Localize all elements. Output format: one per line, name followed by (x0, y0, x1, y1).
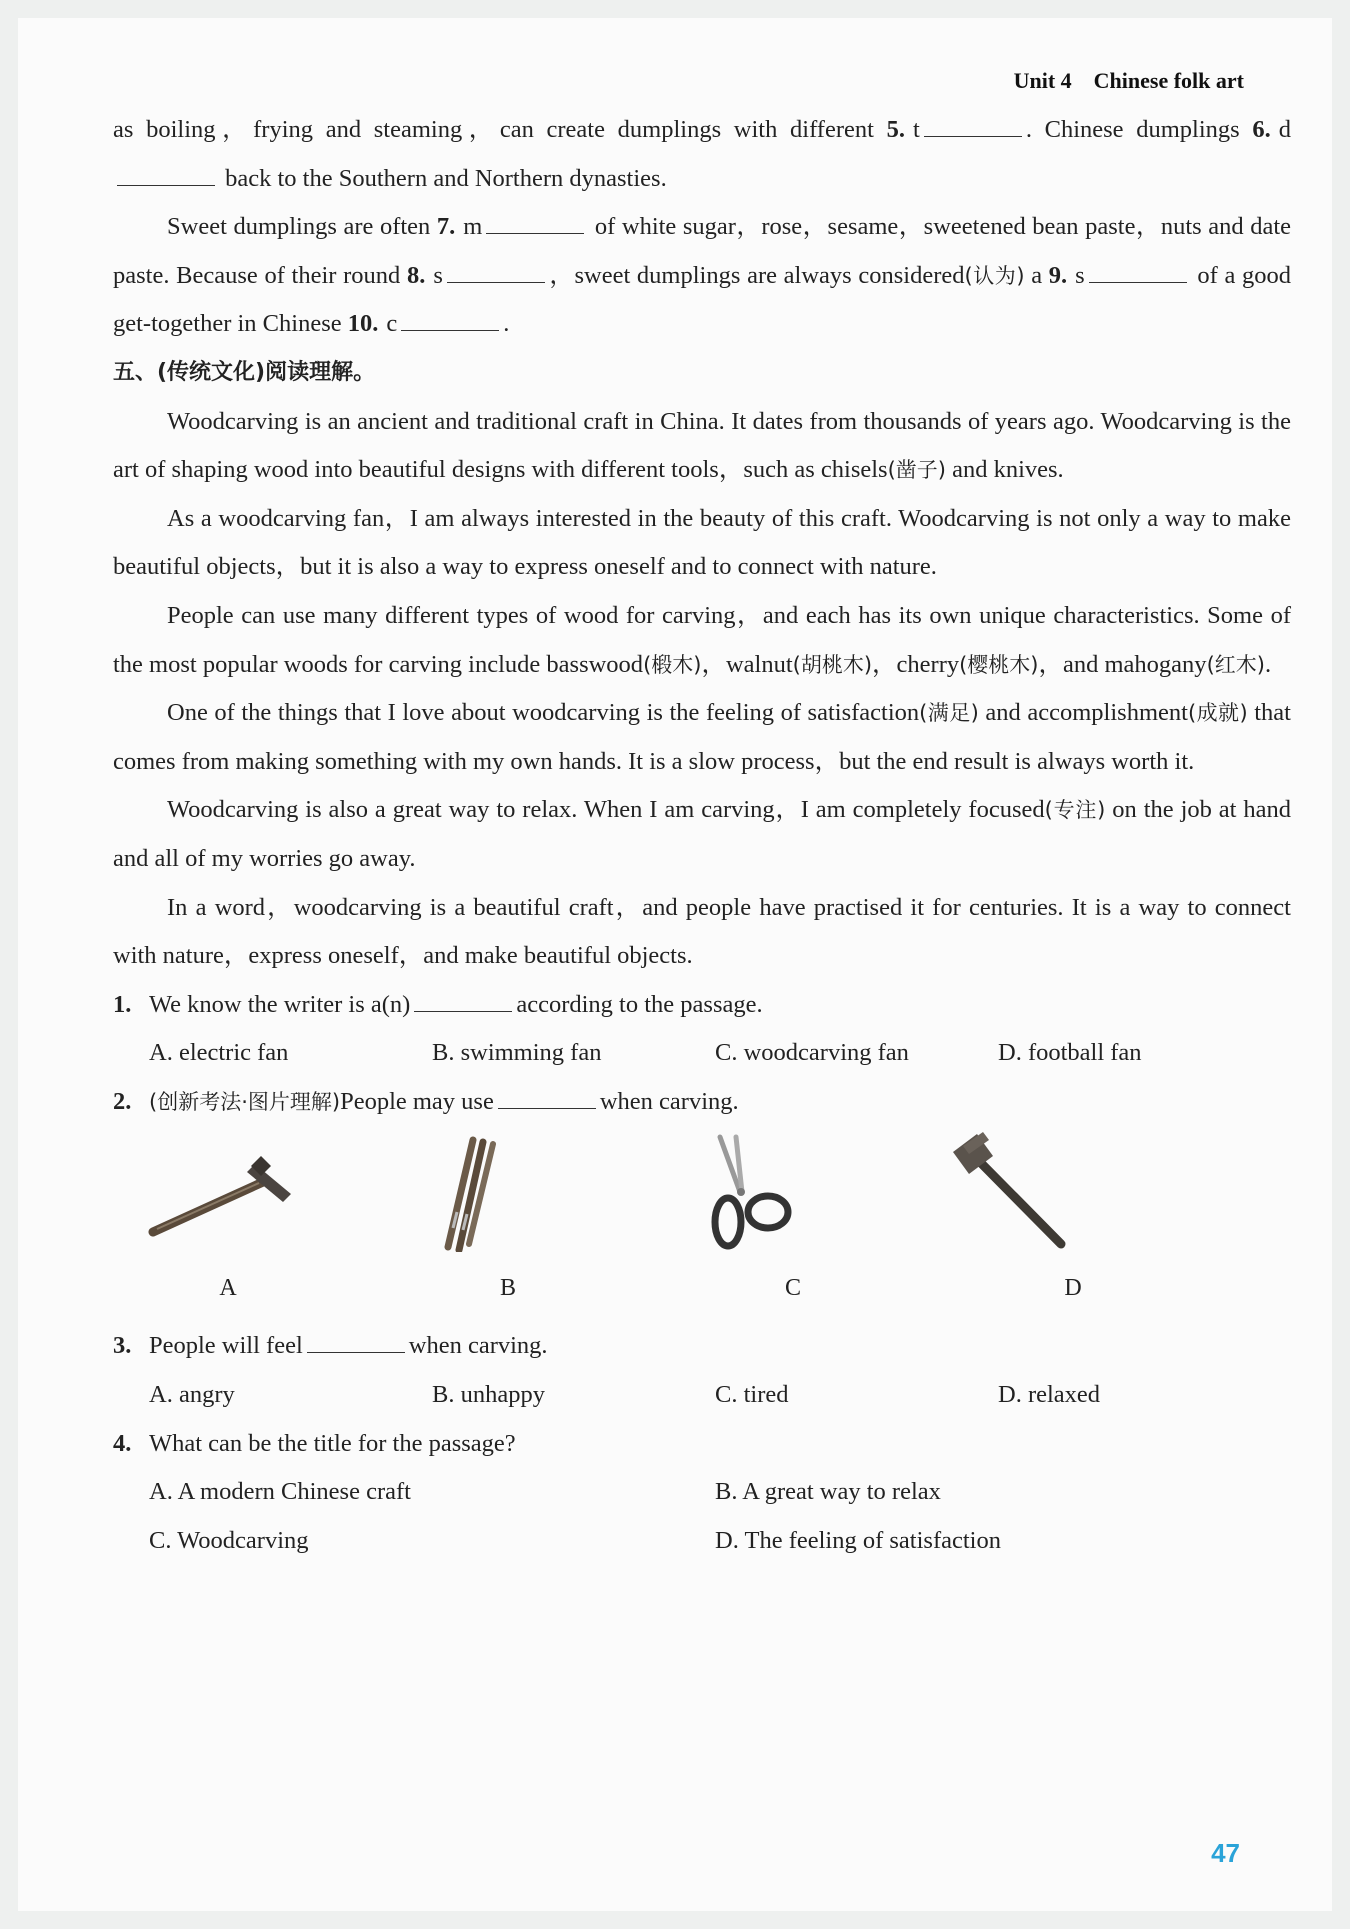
question-text: We know the writer is a(n) (149, 990, 411, 1018)
header-unit: Unit 4 (1013, 68, 1072, 93)
blank-9[interactable] (1089, 260, 1187, 283)
blank-number-9: 9. (1048, 261, 1068, 289)
question-1 (113, 981, 1291, 1030)
answer-blank[interactable] (498, 1086, 596, 1109)
chinese-gloss: (胡桃木) (792, 652, 873, 677)
page-content (113, 106, 1291, 1565)
question-2-pictures (113, 1132, 1291, 1322)
hammer-image[interactable] (143, 1132, 313, 1252)
option-b[interactable]: B. swimming fan (432, 1039, 602, 1067)
chinese-gloss: (红木) (1206, 652, 1265, 677)
workbook-page (18, 18, 1332, 1911)
blank-letter-5: t (913, 116, 920, 143)
header-title: Chinese folk art (1093, 68, 1244, 93)
question-text: when carving. (599, 1087, 739, 1115)
option-c[interactable]: C. woodcarving fan (715, 1039, 909, 1067)
question-text: What can be the title for the passage? (149, 1429, 516, 1457)
chinese-gloss: (凿子) (887, 458, 946, 483)
question-1-options (113, 1029, 1291, 1078)
question-number: 3. (113, 1332, 132, 1360)
page-header (1014, 68, 1244, 94)
picture-label-c: C (784, 1275, 801, 1302)
cloze-paragraph-1 (113, 106, 1291, 203)
chinese-gloss: (成就) (1187, 701, 1248, 726)
blank-number-5: 5. (886, 116, 905, 143)
blank-number-7: 7. (436, 213, 456, 241)
answer-blank[interactable] (307, 1330, 405, 1353)
passage-text: Woodcarving is an ancient and traditional craft in China. It dates from thousands of years ago. Woodcarving is the art of shaping wood into beautiful designs with different tools，such as chisels (113, 407, 1291, 484)
blank-8[interactable] (447, 260, 545, 283)
blank-number-8: 8. (406, 261, 426, 289)
cloze-text: of a good get-together in Chinese (113, 261, 1292, 338)
cloze-text: . Chinese dumplings (1025, 116, 1240, 143)
sledgehammer-image[interactable] (933, 1132, 1103, 1252)
page-number: 47 (1211, 1838, 1240, 1868)
passage-paragraph-3 (113, 592, 1291, 689)
cloze-text: as boiling，frying and steaming，can create dumplings with different (113, 116, 874, 143)
option-d[interactable]: D. The feeling of satisfaction (715, 1526, 1001, 1554)
passage-text: People can use many different types of wood for carving，and each has its own unique characteristics. Some of the most popular woods for carving include basswood (113, 601, 1291, 678)
passage-paragraph-1 (113, 398, 1291, 495)
blank-letter-8: s (433, 261, 443, 289)
option-d[interactable]: D. football fan (998, 1039, 1142, 1067)
passage-text: ，and mahogany (1038, 650, 1207, 678)
question-4 (113, 1420, 1291, 1469)
blank-7[interactable] (486, 211, 584, 234)
question-2 (113, 1078, 1291, 1127)
question-text: People may use (340, 1087, 494, 1115)
section-title: 五、(传统文化)阅读理解。 (113, 359, 376, 385)
passage-text: ，walnut (701, 650, 793, 678)
chisels-image[interactable] (373, 1132, 543, 1252)
option-a[interactable]: A. electric fan (149, 1039, 289, 1067)
passage-text: ，cherry (872, 650, 960, 678)
picture-label-d: D (1064, 1275, 1082, 1302)
chinese-gloss: (樱桃木) (959, 652, 1039, 677)
passage-text: and knives. (945, 456, 1064, 484)
option-c[interactable]: C. Woodcarving (149, 1526, 309, 1554)
question-3-options (113, 1371, 1291, 1420)
cloze-text: Sweet dumplings are often (167, 213, 431, 241)
passage-paragraph-4 (113, 689, 1291, 786)
passage-text: . (1264, 650, 1272, 678)
question-text: People will feel (149, 1332, 303, 1360)
chinese-gloss: (椴木) (643, 652, 702, 677)
cloze-text: ，sweet dumplings are always considered (548, 261, 965, 289)
question-tag: (创新考法·图片理解) (149, 1089, 341, 1114)
option-b[interactable]: B. A great way to relax (715, 1478, 941, 1506)
blank-number-10: 10. (347, 310, 379, 338)
passage-text: and accomplishment (978, 699, 1188, 727)
blank-letter-6: d (1278, 116, 1292, 143)
passage-text: Woodcarving is also a great way to relax. When I am carving，I am completely focused (167, 796, 1045, 824)
picture-label-b: B (499, 1275, 516, 1302)
blank-number-6: 6. (1252, 116, 1271, 143)
option-a[interactable]: A. A modern Chinese craft (149, 1478, 411, 1506)
passage-paragraph-2: As a woodcarving fan，I am always interested in the beauty of this craft. Woodcarving is not only a way to make beautiful objects，but it is also a way to express oneself and to connect with nature. (113, 504, 1291, 581)
cloze-paragraph-2 (113, 203, 1291, 349)
cloze-text: back to the Southern and Northern dynasties. (225, 164, 667, 192)
cloze-text: . (503, 310, 510, 338)
question-number: 2. (113, 1087, 132, 1115)
question-4-options (113, 1468, 1291, 1565)
blank-6[interactable] (117, 163, 215, 186)
blank-letter-7: m (463, 213, 483, 241)
question-text: when carving. (408, 1332, 548, 1360)
question-number: 1. (113, 990, 132, 1018)
option-c[interactable]: C. tired (715, 1381, 789, 1409)
question-3 (113, 1322, 1291, 1371)
chinese-gloss: (认为) (964, 263, 1025, 288)
cloze-text: of white sugar，rose，sesame，sweetened bean paste，nuts and date paste. Because of their round (113, 213, 1292, 289)
option-b[interactable]: B. unhappy (432, 1381, 545, 1409)
blank-letter-9: s (1075, 261, 1085, 289)
answer-blank[interactable] (414, 989, 512, 1012)
blank-10[interactable] (401, 308, 499, 331)
passage-text: that comes from making something with my own hands. It is a slow process，but the end result is always worth it. (113, 699, 1291, 775)
chinese-gloss: (满足) (919, 701, 979, 726)
passage-text: on the job at hand and all of my worries go away. (113, 796, 1292, 872)
option-d[interactable]: D. relaxed (998, 1381, 1101, 1409)
scissors-image[interactable] (658, 1132, 828, 1252)
cloze-text: a (1024, 261, 1043, 289)
option-a[interactable]: A. angry (149, 1381, 235, 1409)
passage-paragraph-5 (113, 786, 1291, 883)
blank-letter-10: c (386, 310, 398, 338)
question-number: 4. (113, 1429, 132, 1457)
passage-text: One of the things that I love about woodcarving is the feeling of satisfaction (167, 699, 920, 727)
picture-label-a: A (219, 1275, 237, 1302)
blank-5[interactable] (924, 114, 1022, 137)
chinese-gloss: (专注) (1044, 798, 1106, 823)
passage-paragraph-6: In a word，woodcarving is a beautiful craft，and people have practised it for centuries. It is a way to connect with nature，express oneself，and make beautiful objects. (113, 893, 1291, 970)
question-text: according to the passage. (516, 990, 763, 1018)
